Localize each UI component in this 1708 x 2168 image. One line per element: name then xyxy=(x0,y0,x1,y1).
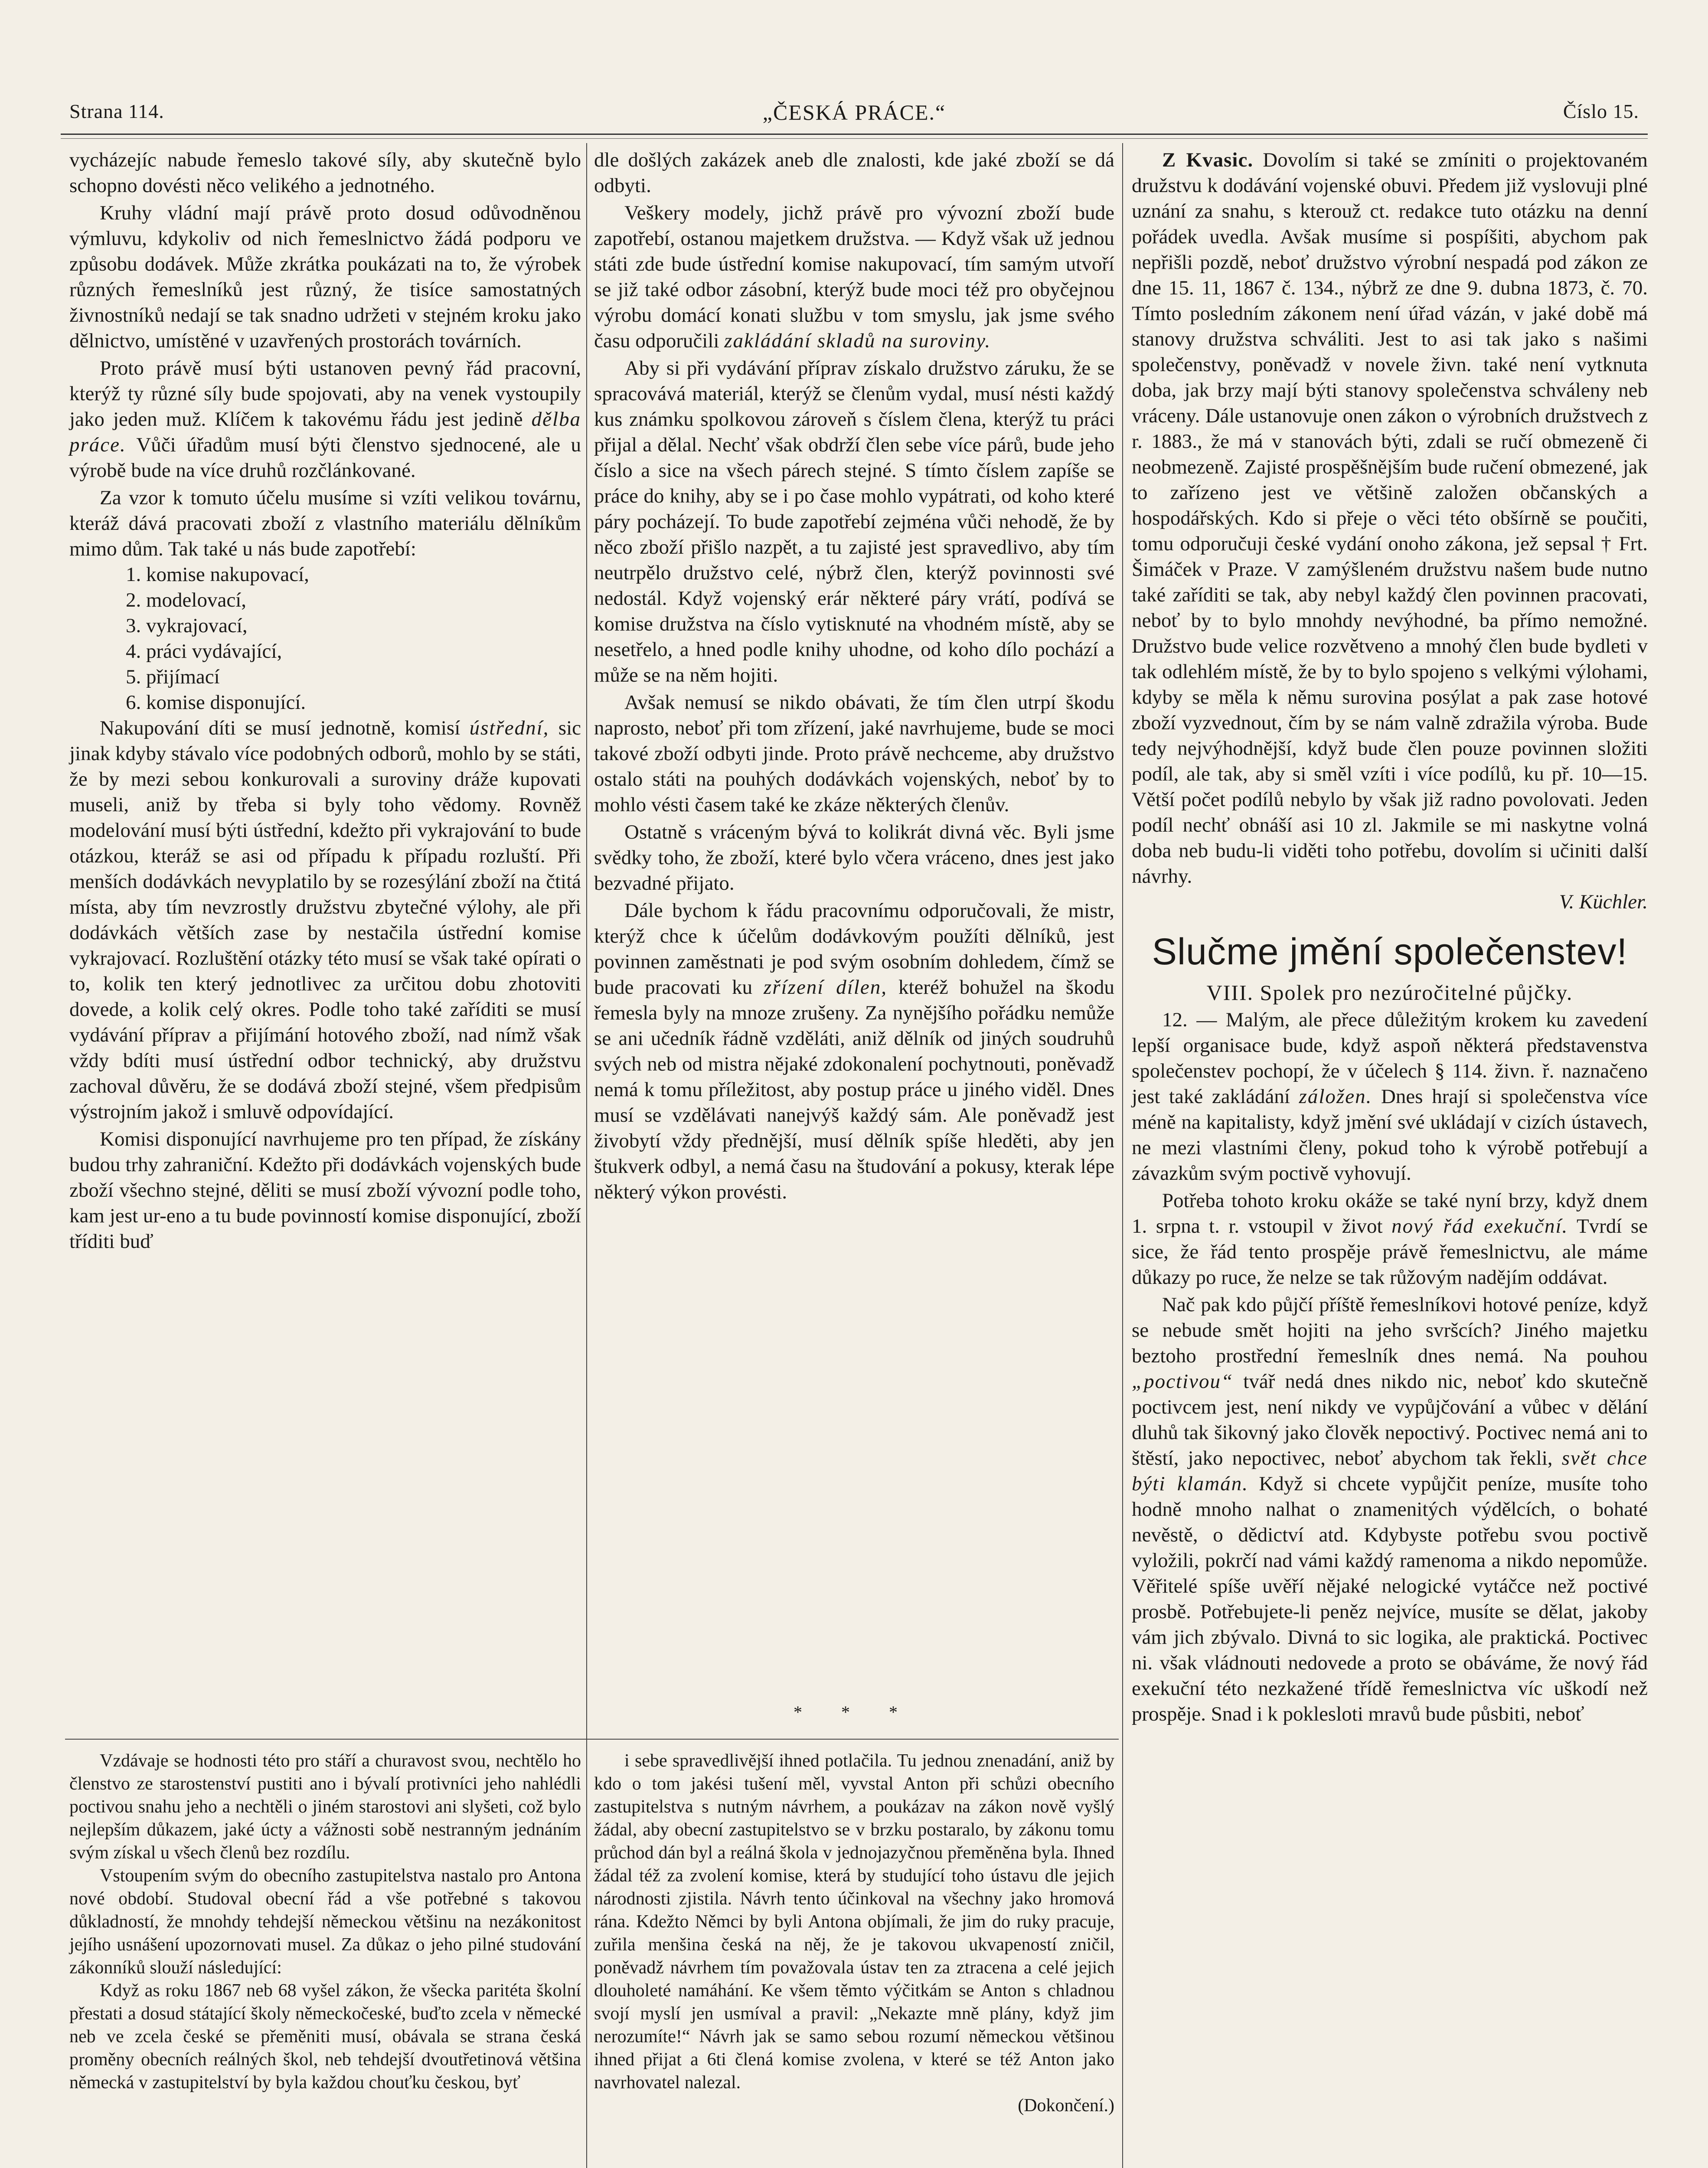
feuilleton-column-1 xyxy=(69,1750,581,2168)
header-rule xyxy=(61,134,1648,139)
column-1 xyxy=(69,147,581,1717)
paragraph: vycházejíc nabude řemeslo takové síly, aby skutečně bylo schopno dovésti něco velikého a jednotného. xyxy=(69,149,581,197)
paragraph xyxy=(69,715,581,1125)
emphasis: „poctivou“ xyxy=(1132,1370,1234,1393)
text-run: Když si chcete vypůjčit peníze, musíte toho hodně mnoho nalhat o znamenitých výdělcích, o bohaté nevěstě, o dědictví atd. Kdybyste potřebu svou poctivě vyložili, pokrčí nad vámi každý ramenoma a nikdo nepomůže. Věřitelé spíše uvěří nějaké nelogické vytáčce než poctivé prosbě. Potřebujete-li peněz nejvíce, musíte se dělat, jakoby vám jich zbývalo. Divná to sic logika, ale praktická. Poctivec ni. však vládnouti nedovede a proto se obáváme, že nový řád exekuční této nezkažené třídě řemeslnictva víc uškodí než prospěje. Snad i k poklesloti mravů bude půsbiti, neboť xyxy=(1132,1473,1648,1725)
emphasis: svět chce býti klamán. xyxy=(1132,1447,1648,1495)
paragraph xyxy=(1132,1188,1648,1290)
paragraph: Aby si při vydávání příprav získalo družstvo záruku, že se spracovává materiál, kterýž se členům vydal, musí nésti každý kus známku spolkovou zároveň s číslem člena, kterýž tu práci přijal a dělal. Nechť však obdrží člen sebe více párů, bude jeho číslo a sice na všech párech stejné. S tímto číslem zapíše se práce do knihy, aby se i po čase mohlo vypátrati, od koho které páry pocházejí. To bude zapotřebí zejména vůči nehodě, že by něco zboží přišlo nazpět, a tu zajisté jest spravedlivo, aby tím neutrpělo družstvo celé, nýbrž člen, kterýž povinnosti své nedostál. Když vojenský erár některé páry vrátí, podívá se komise družstva na číslo vytisknuté na vhodném místě, aby se nesetřelo, a hned podle knihy uhodne, od koho dílo pochází a může se na něm hojiti. xyxy=(594,357,1114,686)
text-run: Potřeba tohoto kroku okáže se také nyní brzy, když dnem 1. srpna t. r. vstoupil v život xyxy=(1132,1189,1648,1237)
paragraph xyxy=(594,898,1114,1205)
column-3 xyxy=(1132,147,1648,2168)
journal-title: „ČESKÁ PRÁCE.“ xyxy=(762,100,946,124)
paragraph: i sebe spravedlivější ihned potlačila. Tu jednou znenadání, aniž by kdo o tom jakési tušení měl, vyvstal Anton při schůzi obecního zastupitelstva s nutným návrhem, a poukázav na zákon nově vyšlý žádal, aby obecní zastupitelstvo se v brzku postaralo, by zákonu tomu průchod dán byl a reálná škola v jednojazyčnou přeměněna byla. Ihned žádal též za zvolení komise, která by studující toho ústavu dle jejich národnosti zjistila. Návrh tento účinkoval na všechny jako hromová rána. Kdežto Němci by byli Antona objímali, že jim do ruky pracuje, zuřila menšina česká na něj, že je takovou ukvapeností zničil, poněvadž návrhem tím považovala ústav ten za ztracena a celé jejich dlouholeté namáhání. Ke všem těmto výčitkám se Anton s chladnou svojí myslí jen usmíval a pravil: „Nekazte mně plány, když jim nerozumíte!“ Návrh jak se samo sebou rozumí německou většinou ihned přijat a 6ti člená komise zvolena, v které se též Anton jako navrhovatel nalezal. xyxy=(594,1751,1114,2093)
paragraph: Komisi disponující navrhujeme pro ten případ, že získány budou trhy zahraniční. Kdežto při dodávkách vojenských bude zboží všechno stejné, děliti se musí zboží vývozní podle toho, kam jest ur-eno a tu bude povinností komise disponující, zboží tříditi buď xyxy=(69,1128,581,1253)
paragraph xyxy=(594,200,1114,354)
issue-number: Číslo 15. xyxy=(1563,100,1639,122)
emphasis: záložen. xyxy=(1299,1085,1372,1108)
list-item: 2. modelovací, xyxy=(126,589,247,611)
column-rule-1 xyxy=(586,143,587,2168)
author: V. Küchler. xyxy=(1559,891,1648,913)
paragraph: Za vzor k tomuto účelu musíme si vzíti velikou továrnu, kteráž dává pracovati zboží z vlastního materiálu dělníkům mimo dům. Tak také u nás bude zapotřebí: xyxy=(69,486,581,560)
paragraph: Když as roku 1867 neb 68 vyšel zákon, že všecka paritéta školní přestati a dosud státající školy německočeské, buďto zcela v německé neb ve zcela české se přeměniti musí, obávala se strana česká proměny obecních reálných škol, neb tehdejší dvoutřetinová většina německá v zastupitelství by byla každou chouťku českou, byť xyxy=(69,1981,581,2093)
emphasis: zakládání skladů na suroviny. xyxy=(724,330,991,352)
text-run: Dnes hrají si společenstva více méně na kapitalisty, když jmění své ukládají v cizích ústavech, ne mezi vlastními členy, pokud toho k výrobě potřebují a závazkům svým poctivě vyhovují. xyxy=(1132,1085,1648,1185)
text-run: Dále bychom k řádu pracovnímu odporučovali, že mistr, kterýž chce k účelům dodávkovým použíti dělníků, jest povinnen zaměstnati je pod svým osobním dohledem, čímž se bude pracovati ku xyxy=(594,899,1114,999)
paragraph: Vzdávaje se hodnosti této pro stáří a churavost svou, nechtělo ho členstvo ze starostenství pustiti ano i bývalí protivníci jeho nahlédli poctivou snahu jeho a nechtěli o jiném starostovi ani slyšeti, což bylo nejlepším důkazem, jaké úcty a vážnosti sobě nestranným jednáním svým získal u všech členů bez rozdílu. xyxy=(69,1751,581,1863)
list-item: 3. vykrajovací, xyxy=(126,614,248,637)
numbered-list xyxy=(126,562,581,715)
paragraph xyxy=(1132,1007,1648,1186)
paragraph: dle došlých zakázek aneb dle znalosti, kde jaké zboží se dá odbyti. xyxy=(594,149,1114,197)
text-run: Vůči úřadům musí býti členstvo sjednocené, ale u výrobě bude na více druhů rozčlánkované. xyxy=(69,434,581,482)
running-header xyxy=(69,95,1639,130)
text-run: Dovolím si také se zmíniti o projektovaném družstvu k dodávání vojenské obuvi. Předem již vyslovuji plné uznání za snahu, s kterouž ct. redakce tuto otázku na denní pořádek uvedla. Avšak musíme si pospíšiti, abychom pak nepřišli pozdě, neboť družstvo výrobní nespadá pod zákon ze dne 15. 11, 1867 č. 134., nýbrž ze dne 9. dubna 1873, č. 70. Tímto posledním zákonem není úřad vázán, v jaké době má stanovy družstva schváliti. Jest to asi tak jako s našimi společenstvy, poněvadž v novele živn. také není vytknuta doba, jak brzy mají býti stanovy společenstva schváleny neb vráceny. Dále ustanovuje onen zákon o výrobních družstvech z r. 1883., že má v stanovách býti, zdali se ručí obmezeně či neobmezeně. Zajisté prospěšnějším bude ručení obmezené, jak to zařízeno jest ve většině založen občanských a hospodářských. Kdo si přeje o věci této obšírně se poučiti, tomu odporučuji české vydání onoho zákona, jež sepsal † Frt. Šimáček v Praze. V zamýšleném družstvu našem bude nutno také zaříditi se tak, aby nebyl každý člen povinnen pracovati, neboť by to bylo mnohdy nevýhodné, ba přímo nemožné. Družstvo bude velice rozvětveno a mnohý člen bude bydleti v tak odlehlém místě, že by to bylo spojeno s velkými výlohami, kdyby se měla k němu surovina posýlat a pak zase hotové zboží vyzvednout, čím by se nám valně zdražila výroba. Bude tedy nejvýhodnější, když bude člen pouze povinnen složiti podíl, ale tak, aby si směl vzíti i více podílů, ku př. 10—15. Větší počet podílů nebylo by však již radno povolovati. Jeden podíl nechť obnáší asi 10 zl. Jakmile se mi naskytne volná doba neb budu-li viděti toho potřebu, dovolím si učiniti další návrhy. xyxy=(1132,149,1648,888)
feuilleton-column-2 xyxy=(594,1750,1114,2168)
text-run: tvář nedá dnes nikdo nic, neboť kdo skutečně poctivcem jest, není nikdy ve vypůjčování a vůbec v dělání dluhů tak šikovný jako člověk nepoctivý. Poctivec nemá ani to štěstí, jako nepoctivec, neboť abychom tak řekli, xyxy=(1132,1370,1648,1469)
page-number: Strana 114. xyxy=(69,100,164,122)
list-item: 4. práci vydávající, xyxy=(126,640,282,663)
byline xyxy=(1132,889,1648,915)
paragraph: Ostatně s vráceným bývá to kolikrát divná věc. Byli jsme svědky toho, že zboží, které bylo včera vráceno, dnes jest jako bezvadné přijato. xyxy=(594,821,1114,895)
list-item: 5. přijímací xyxy=(126,666,220,688)
paragraph xyxy=(1132,147,1648,889)
text-run: Veškery modely, jichž právě pro vývozní zboží bude zapotřebí, ostanou majetkem družstva. — Když však už jednou státi zde bude ústřední komise nakupovací, tím samým utvoří se již také odbor zásobní, kterýž bude moci též pro obyčejnou výrobu domácí konati službu v tom smyslu, jak jsme svého času odporučili xyxy=(594,202,1114,352)
paragraph: Avšak nemusí se nikdo obávati, že tím člen utrpí škodu naprosto, neboť při tom zřízení, jaké navrhujeme, bude se moci takové zboží odbyti jinde. Proto právě nechceme, aby družstvo ostalo státi na pouhých dodávkách vojenských, neboť by to mohlo vésti časem také ke zkáze některých členův. xyxy=(594,691,1114,816)
section-stars: * * * xyxy=(794,1702,915,1722)
text-run: kteréž bohužel na škodu řemesla byly na mnoze zrušeny. Za nynějšího pořádku nemůže se ani učedník řádně vzděláti, aniž dělník od jiných soudruhů svých neb od mistra nějaké zdokonalení pochytnouti, poněvadž nemá k tomu příležitost, aby postup práce u jiného viděl. Dnes musí se vzdělávati nanejvýš každý sám. Ale poněvadž jest živobytí vždy přednější, musí dělník spíše hleděti, aby jen štukverk odbyl, a nemá času na študování a pokusy, kterak lépe některý výkon provésti. xyxy=(594,976,1114,1203)
article-subheading: VIII. Spolek pro nezúročitelné půjčky. xyxy=(1206,980,1573,1005)
text-run: sic jinak kdyby stávalo více podobných odborů, mohlo by se státi, že by mezi sebou konkurovali a suroviny dráže kupovati museli, aniž by třeba si byly toho vědomy. Rovněž modelování musí býti ústřední, kdežto při vykrajování to bude otázkou, kteráž se asi od případu k případu rozluští. Při menších dodávkách nevyplatilo by se rozesýlání zboží na čtitá místa, aby tím nevzrostly družstvu zbytečné výlohy, ale při dodávkách větších zase by nestačila ústřední komise vykrajovací. Rozluštění otázky této musí se však také opírati o to, kolik ten který jednotlivec za určitou dobu zhotoviti dovede, a kolik celý okres. Podle toho také zaříditi se musí vydávání příprav a přijímání hotového zboží, nad nímž však vždy bdíti musí ústřední odbor technický, aby družstvu zachoval důvěru, že se dodává zboží stejné, všem předpisům výstrojním jakož i smluvě odpovídající. xyxy=(69,717,581,1123)
emphasis: nový řád exekuční. xyxy=(1391,1215,1568,1237)
column-rule-2 xyxy=(1122,143,1123,2168)
emphasis: ústřední, xyxy=(469,717,549,739)
text-run: 12. — Malým, ale přece důležitým krokem ku zavedení lepší organisace bude, když aspoň některá představenstva společenstev pochopí, že v účelech § 114. živn. ř. naznačeno jest také zakládání xyxy=(1132,1009,1648,1108)
paragraph xyxy=(1132,1292,1648,1727)
text-run: Tvrdí se sice, že řád tento prospěje právě řemeslnictvu, ale máme důkazy po ruce, že nelze se tak růžovým nadějím oddávat. xyxy=(1132,1215,1648,1289)
article-headline: Slučme jmění společenstev! xyxy=(1152,931,1628,973)
emphasis: dělba práce. xyxy=(69,408,581,456)
dateline: Z Kvasic. xyxy=(1162,149,1254,171)
column-2 xyxy=(594,147,1114,1700)
paragraph xyxy=(69,356,581,483)
paragraph: Vstoupením svým do obecního zastupitelstva nastalo pro Antona nové období. Studoval obecní řád a vše potřebné s takovou důkladností, že mnohdy tehdejší německou většinu na nezákonitost jejího usnášení upozornovati musel. Za důkaz o jeho pilné studování zákonníků slouží následující: xyxy=(69,1866,581,1978)
continuation-note: (Dokončení.) xyxy=(1018,2096,1114,2116)
paragraph: Kruhy vládní mají právě proto dosud odůvodněnou výmluvu, kdykoliv od nich řemeslnictvo žádá podporu ve způsobu dodávek. Může zkrátka poukázati na to, že výrobek různých řemeslníků jest různý, že tisíce samostatných živnostníků nedají se tak snadno udržeti v stejném kroku jako dělnictvo, umístěné v uzavřených prostorách továrních. xyxy=(69,202,581,352)
feuilleton-rule xyxy=(65,1739,1119,1740)
text-run: Nakupování díti se musí jednotně, komisí xyxy=(100,717,460,739)
list-item: 1. komise nakupovací, xyxy=(126,563,309,586)
list-item: 6. komise disponující. xyxy=(126,691,306,714)
emphasis: zřízení dílen, xyxy=(764,976,888,999)
text-run: Proto právě musí býti ustanoven pevný řád pracovní, kterýž ty různé síly bude spojovati, aby na venek vystoupily jako jeden muž. Klíčem k takovému řádu jest jedině xyxy=(69,357,581,431)
text-run: Nač pak kdo půjčí příště řemeslníkovi hotové peníze, když se nebude smět hojiti na jeho svršcích? Jiného majetku beztoho prostřední řemeslník dnes nemá. Na pouhou xyxy=(1132,1293,1648,1367)
